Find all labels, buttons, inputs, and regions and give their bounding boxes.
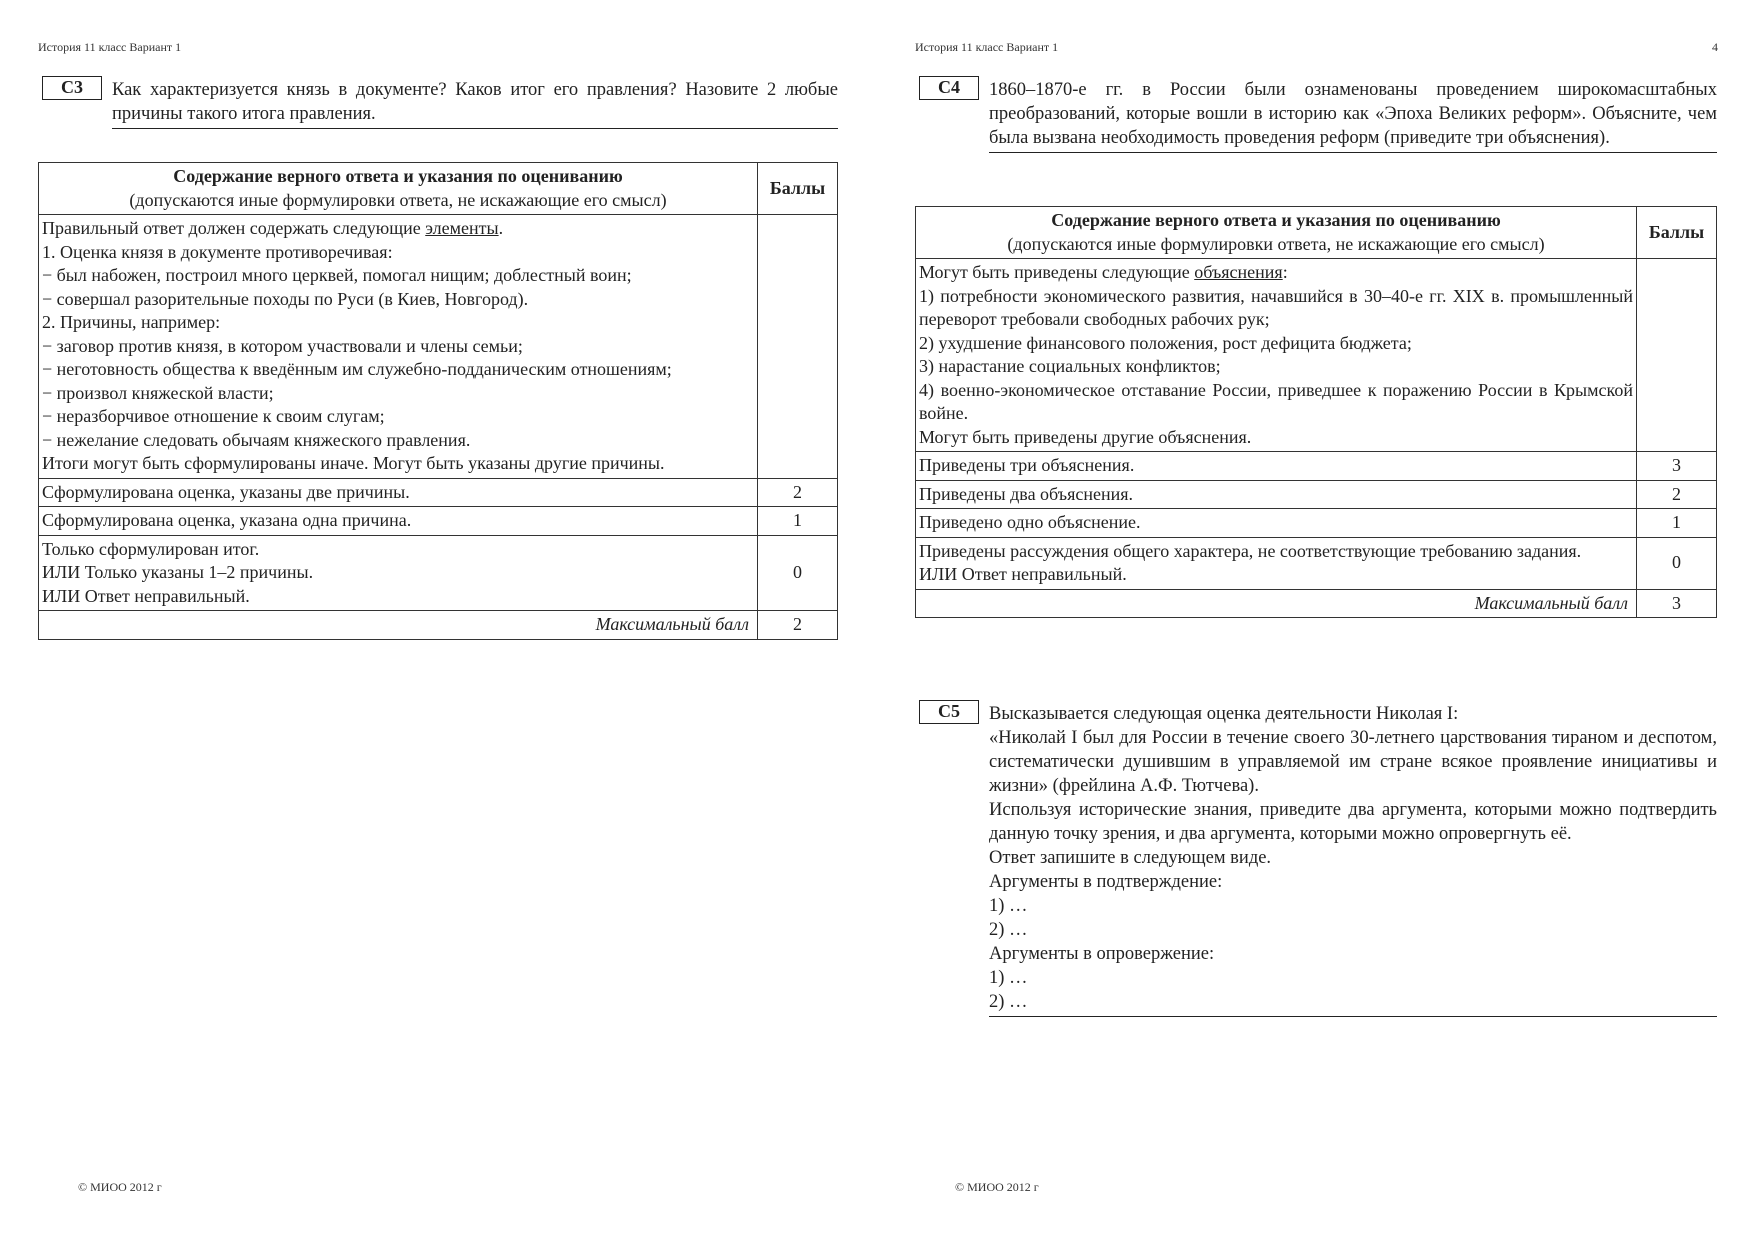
content-line: Могут быть приведены другие объяснения. <box>919 426 1252 447</box>
table-row <box>39 478 838 507</box>
content-line: − неразборчивое отношение к своим слугам; <box>42 406 385 426</box>
table-header-content <box>39 163 758 215</box>
table-row <box>39 215 838 479</box>
criterion-text: Приведены три объяснения. <box>916 452 1637 481</box>
content-intro-link: объяснения <box>1194 262 1283 282</box>
criterion-text: Приведены два объяснения. <box>916 480 1637 509</box>
content-line: 3) нарастание социальных конфликтов; <box>919 356 1221 376</box>
content-intro: Правильный ответ должен содержать следующие <box>42 218 421 238</box>
task-line: Ответ запишите в следующем виде. <box>989 848 1272 868</box>
task-line: Используя исторические знания, приведите два аргумента, которыми можно подтвердить данную точку зрения, и два аргумента, которыми можно опровергнуть её. <box>989 800 1717 844</box>
task-text <box>989 78 1717 153</box>
criterion-score: 1 <box>758 507 838 536</box>
table-row <box>916 537 1717 589</box>
criterion-score: 1 <box>1637 509 1717 538</box>
answer-content: Могут быть приведены следующие объяснения: 1) потребности экономического развития, начавшийся в 30–40-е гг. XIX в. промышленный переворот требовали свободных рабочих рук; 2) ухудшение финансового положения, рост дефицита бюджета; 3) нарастание социальных конфликтов; 4) военно-экономическое отставание России, приведшее к поражению России в Крымской войне. Могут быть приведены другие объяснения. <box>916 259 1637 452</box>
content-line: 4) военно-экономическое отставание России, приведшее к поражению России в Крымской войне. <box>919 379 1633 423</box>
header-title: Содержание верного ответа и указания по оцениванию <box>1051 210 1501 230</box>
task-line: 1) … <box>989 968 1028 988</box>
criterion-score: 0 <box>758 535 838 611</box>
task-line: Аргументы в подтверждение: <box>989 872 1223 892</box>
criteria-table <box>915 206 1717 618</box>
page-footer: © МИОО 2012 г <box>955 1180 1039 1194</box>
table-header-row <box>916 207 1717 259</box>
table-row <box>916 509 1717 538</box>
max-score-value: 2 <box>758 611 838 640</box>
criterion-text: Приведено одно объяснение. <box>916 509 1637 538</box>
task-line: 1) … <box>989 896 1028 916</box>
task-question: 1860–1870-е гг. в России были ознаменованы проведением широкомасштабных преобразований, которые вошли в историю как «Эпоха Великих реформ». Объясните, чем была вызвана необходимость проведения реформ (приведите три объяснения). <box>989 80 1717 148</box>
criterion-text <box>39 535 758 611</box>
zero-line: ИЛИ Ответ неправильный. <box>919 564 1127 584</box>
task-question: Как характеризуется князь в документе? Каков итог его правления? Назовите 2 любые причины такого итога правления. <box>112 80 838 124</box>
max-score-label: Максимальный балл <box>916 589 1637 618</box>
criterion-score: 2 <box>1637 480 1717 509</box>
task-code: С5 <box>919 700 979 724</box>
table-header-row <box>39 163 838 215</box>
answer-content: Правильный ответ должен содержать следующие элементы. 1. Оценка князя в документе противоречивая: − был набожен, построил много церквей, помогал нищим; доблестный воин; − совершал разорительные походы по Руси (в Киев, Новгород). 2. Причины, например: − заговор против князя, в котором участвовали и члены семьи; − неготовность общества к введённым им служебно-подданическим отношениям; − произвол княжеской власти; − неразборчивое отношение к своим слугам; − нежелание следовать обычаям княжеского правления. Итоги могут быть сформулированы иначе. Могут быть указаны другие причины. <box>39 215 758 479</box>
criterion-score: 0 <box>1637 537 1717 589</box>
content-line: − заговор против князя, в котором участвовали и члены семьи; <box>42 335 523 356</box>
header-title: Содержание верного ответа и указания по оцениванию <box>173 166 623 186</box>
header-note: (допускаются иные формулировки ответа, не искажающие его смысл) <box>129 189 667 210</box>
header-score: Баллы <box>1637 207 1717 259</box>
table-row-max <box>39 611 838 640</box>
criterion-score: 2 <box>758 478 838 507</box>
criterion-text: Сформулирована оценка, указана одна причина. <box>39 507 758 536</box>
task-line: Аргументы в опровержение: <box>989 944 1215 964</box>
max-score-value: 3 <box>1637 589 1717 618</box>
table-row-max <box>916 589 1717 618</box>
content-line: 1) потребности экономического развития, начавшийся в 30–40-е гг. XIX в. промышленный переворот требовали свободных рабочих рук; <box>919 285 1633 329</box>
table-row <box>916 480 1717 509</box>
content-line: 1. Оценка князя в документе противоречивая: <box>42 241 393 262</box>
criteria-table <box>38 162 838 640</box>
right-page <box>877 0 1754 1239</box>
score-cell-empty <box>758 215 838 479</box>
page-footer: © МИОО 2012 г <box>78 1180 162 1194</box>
score-cell-empty <box>1637 259 1717 452</box>
task-code: С4 <box>919 76 979 100</box>
header-score: Баллы <box>758 163 838 215</box>
content-line: − был набожен, построил много церквей, помогал нищим; доблестный воин; <box>42 265 632 285</box>
zero-line: Только сформулирован итог. <box>42 538 260 559</box>
content-intro-link: элементы <box>425 218 499 238</box>
criterion-text: Сформулирована оценка, указаны две причины. <box>39 478 758 507</box>
page-header: История 11 класс Вариант 1 <box>915 40 1059 54</box>
page-header: История 11 класс Вариант 1 <box>38 40 182 54</box>
zero-line: Приведены рассуждения общего характера, не соответствующие требованию задания. <box>919 540 1582 561</box>
task-line: 2) … <box>989 992 1028 1012</box>
page-number: 4 <box>1712 40 1718 54</box>
task-line: 2) … <box>989 920 1028 940</box>
table-row <box>916 452 1717 481</box>
task-code: С3 <box>42 76 102 100</box>
task-text <box>112 78 838 129</box>
content-line: 2) ухудшение финансового положения, рост дефицита бюджета; <box>919 332 1412 353</box>
max-score-label: Максимальный балл <box>39 611 758 640</box>
content-line: − нежелание следовать обычаям княжеского правления. <box>42 429 471 450</box>
content-line: 2. Причины, например: <box>42 312 221 332</box>
content-line: − неготовность общества к введённым им служебно-подданическим отношениям; <box>42 359 672 379</box>
criterion-text <box>916 537 1637 589</box>
content-intro: Могут быть приведены следующие <box>919 262 1190 282</box>
header-note: (допускаются иные формулировки ответа, не искажающие его смысл) <box>1007 233 1545 254</box>
task-text <box>989 702 1717 1017</box>
content-line: − совершал разорительные походы по Руси (в Киев, Новгород). <box>42 288 529 309</box>
table-row <box>39 507 838 536</box>
table-row <box>39 535 838 611</box>
task-line: «Николай I был для России в течение своего 30-летнего царствования тираном и деспотом, систематически душившим в управляемой им стране всякое проявление инициативы и жизни» (фрейлина А.Ф. Тютчева). <box>989 728 1717 796</box>
content-line: Итоги могут быть сформулированы иначе. Могут быть указаны другие причины. <box>42 453 665 473</box>
table-row <box>916 259 1717 452</box>
task-line: Высказывается следующая оценка деятельности Николая I: <box>989 704 1459 724</box>
table-header-content <box>916 207 1637 259</box>
criterion-score: 3 <box>1637 452 1717 481</box>
zero-line: ИЛИ Только указаны 1–2 причины. <box>42 562 314 582</box>
content-line: − произвол княжеской власти; <box>42 382 274 403</box>
zero-line: ИЛИ Ответ неправильный. <box>42 585 250 606</box>
